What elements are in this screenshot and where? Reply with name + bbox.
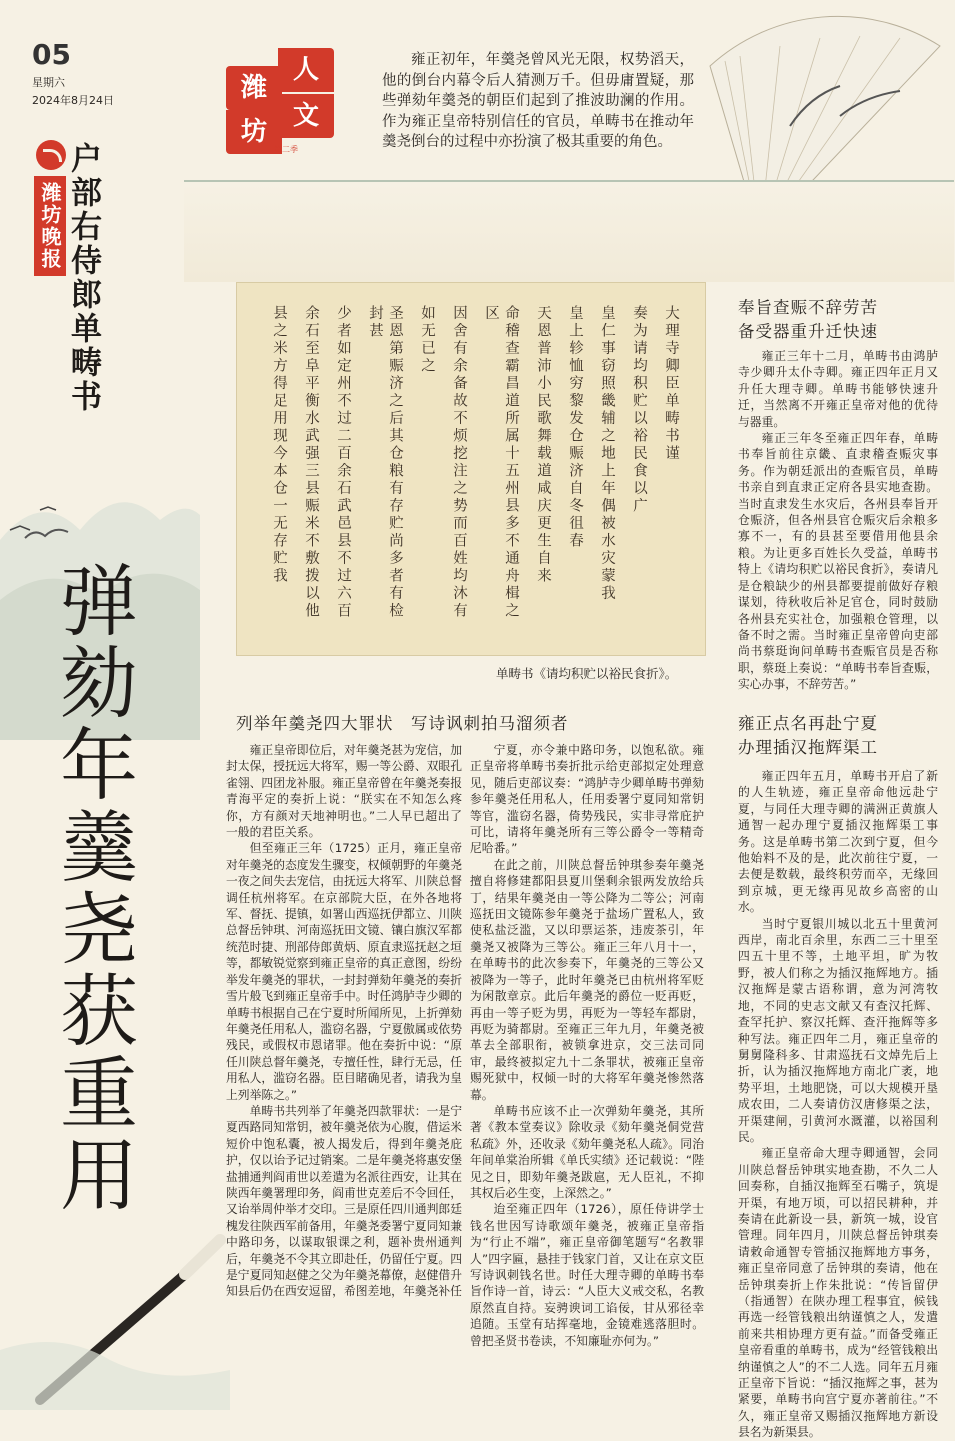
- manuscript-column: 奏为请均积贮以裕民食以广: [631, 305, 647, 515]
- badge-season: 第二季: [274, 145, 298, 154]
- paragraph: 单畴书共列举了年羹尧四款罪状：一是宁夏西路同知常钥，被年羹尧依为心腹，借运米短价中饱私囊，被人揭发后，得到年羹尧庇护，仅以诒予记过销案。二是年羹尧将惠安堡盐捕通判阎甫世以差遣为名派往西安，让其在陕西年羹署理印务，阎甫世克差后不令回任，又诒举周仲举才交印。三是原任四川通判郎廷槐发往陕西军前备用，年羹尧委署宁夏同知兼中路印务，以谋取银课之利，题补贵州通判后，年羹尧不令其立即赴任，仍留任宁夏。四是宁夏同知赵健之父为年羹尧幕僚，赵健借升知县后仍在西安逗留，希图差地，年羹尧补任: [226, 1103, 462, 1299]
- bird-icon: [20, 520, 80, 550]
- section-badge: [226, 48, 346, 154]
- image-caption: 单畴书《请均积贮以裕民食折》。: [496, 666, 678, 681]
- intro-paragraph: 雍正初年，年羹尧曾风光无限，权势滔天，他的倒台内幕令后人猜测万千。但毋庸置疑，那些弹劾年羹尧的朝臣们起到了推波助澜的作用。作为雍正皇帝特别信任的官员，单畴书在推动年羹尧倒台的过程中亦扮演了极其重要的角色。: [382, 52, 694, 150]
- article-column-1: [226, 742, 462, 1300]
- article-column-4: [738, 768, 938, 1441]
- paragraph: 雍正三年冬至雍正四年春，单畴书奉旨前往京畿、直隶稽查赈灾事务。作为朝廷派出的查赈官员，单畴书亲自到直隶正定府各县实地查勘。当时直隶发生水灾后，各州县奉旨开仓赈济，但各州县官仓赈灾后余粮多寡不一，有的县甚至要借用他县余粮。为让更多百姓长久受益，单畴书特上《请均积贮以裕民食折》，奏请凡是仓粮缺少的州县都要提前做好存粮谋划，待秋收后补足官仓，同时鼓励各州县充实社仓，加强粮仓管理，以备不时之需。当时雍正皇帝曾向吏部尚书蔡珽询问单畴书查赈官员是否称职，蔡珽上奏说：“单畴书奉旨查赈，实心办事，不辞劳苦。”: [738, 431, 938, 692]
- article-column-2: [470, 742, 704, 1349]
- paragraph: 当时宁夏银川城以北五十里黄河西岸，南北百余里，东西二三十里至四五十里不等，土地平坦，旷为牧野，被人们称之为插汉拖辉地方。插汉拖辉是蒙古语称谓，意为河湾牧地，不同的史志文献又有查汉托辉、查罕托护、察汉托辉、查汗拖辉等多种写法。雍正四年二月，雍正皇帝的舅舅隆科多、甘肃巡抚石文焯先后上折，认为插汉拖辉地方南北广袤，地势平坦，土地肥饶，可以大规模开垦成农田，二人奏请仿汉唐修渠之法，开渠建闸，引黄河水溉灌，以裕国利民。: [738, 916, 938, 1144]
- manuscript-column: 圣恩第赈济之后其仓粮有存贮尚多者有检封甚: [367, 305, 403, 620]
- paragraph: 雍正皇帝命大理寺卿通智，会同川陕总督岳钟琪实地查勘，不久二人回奏称，自插汉拖辉至石嘴子，筑堤开渠，有地万顷，可以招民耕种，并奏请在此新设一县，新筑一城，设官管理。同年四月，川陕总督岳钟琪奏请敕命通智专管插汉拖辉地方事务，雍正皇帝同意了岳钟琪的奏请，他在岳钟琪奏折上作朱批说：“传旨留伊（指通智）在陕办理工程事宜，候钱再选一经管钱粮出纳谨慎之人，发遣前来共相协理方更有益。”而备受雍正皇帝看重的单畴书，成为“经管钱粮出纳谨慎之人”的不二人选。同年五月雍正皇帝下旨说：“插汉拖辉之事，甚为紧要，单畴书向宫宁夏亦著前往。”不久，雍正皇帝又赐插汉拖辉地方新设县名为新渠县。: [738, 1146, 938, 1440]
- subheading-line: 雍正点名再赴宁夏: [738, 714, 878, 733]
- manuscript-column: 大理寺卿臣单畴书谨: [663, 305, 679, 463]
- article-subheading: 列举年羹尧四大罪状 写诗讽刺拍马溜须者: [236, 714, 569, 733]
- subheading-line: 备受器重升迁快速: [738, 322, 878, 341]
- manuscript-column: 皇仁事窃照畿辅之地上年偶被水灾蒙我: [599, 305, 615, 603]
- paragraph: 雍正三年十二月，单畴书由鸿胪寺少卿升太仆寺卿。雍正四年正月又升任大理寺卿。单畴书能够快速升迁，当然离不开雍正皇帝对他的优待与器重。: [738, 349, 938, 429]
- manuscript-column: 因舍有余备故不烦挖注之势而百姓均沐有: [451, 305, 467, 620]
- manuscript-column: 皇上轸恤穷黎发仓赈济自冬徂春: [567, 305, 583, 550]
- paragraph: 雍正四年五月，单畴书开启了新的人生轨迹，雍正皇帝命他远赴宁夏，与同任大理寺卿的满洲正黄旗人通智一起办理宁夏插汉拖辉渠工事务。这是单畴书第二次到宁夏，但今他始料不及的是，此次前往宁夏，一去便是数载，最终积劳而卒，无缘回到京城，更无缘再见故乡高密的山水。: [738, 769, 938, 915]
- badge-char-4: 文: [278, 94, 334, 138]
- paragraph: 雍正皇帝即位后，对年羹尧甚为宠信，加封太保，授抚远大将军，赐一等公爵、双眼孔雀翎、四团龙补服。雍正皇帝曾在年羹尧奏报青海平定的奏折上说：“朕实在不知怎么疼你，方有颜对天地神明也。”二人早已超出了一般的君臣关系。: [226, 743, 462, 840]
- manuscript-column: 命稽查霸昌道所属十五州县多不通舟楫之区: [483, 305, 519, 620]
- manuscript-column: 县之米方得足用现今本仓一无存贮我: [271, 305, 287, 585]
- paragraph: 在此之前，川陕总督岳钟琪参奏年羹尧擅自将修建都阳县夏川堡剩余银两发放给兵丁，结果年羹尧由一等公降为二等公；河南巡抚田文镜陈参年羹尧于盐场广置私人，致使私盐泛滥，又以印票运茶，违废茶引，年羹尧又被降为三等公。雍正三年八月十一，在单畴书的此次参奏下，年羹尧的三等公又被降为一等子，此时年羹尧已由杭州将军贬为闲散章京。此后年羹尧的爵位一贬再贬，再由一等子贬为男，再贬为一等轻车都尉，再贬为骑都尉。至雍正三年九月，年羹尧被革去全部职衔，被锁拿进京，交三法司同审，最终被拟定九十二条罪状，被雍正皇帝赐死狱中，权倾一时的大将军年羹尧惨然落幕。: [470, 857, 704, 1102]
- weekday: 星期六: [32, 76, 65, 89]
- article-column-3: [738, 348, 938, 693]
- column-title: 户部右侍郎单畴书: [65, 142, 101, 414]
- subheading-line: 奉旨查赈不辞劳苦: [738, 298, 878, 317]
- manuscript-image: [236, 282, 706, 656]
- main-headline: 弹劾年羹尧获重用: [47, 560, 137, 1216]
- badge-char-1: 潍: [226, 66, 282, 110]
- manuscript-column: 余石至阜平衡水武强三县赈米不敷拨以他: [303, 305, 319, 620]
- right-subheading-2: [738, 712, 878, 760]
- paragraph: 但至雍正三年（1725）正月，雍正皇帝对年羹尧的态度发生骤变，权倾朝野的年羹尧一夜之间失去宠信，由抚远大将军、川陕总督调任杭州将军。在京部院大臣，在外各地将军、督抚、提镇，如署山西巡抚伊都立、川陕总督岳钟琪、河南巡抚田文镜、镶白旗汉军都统范时捷、刑部侍郎黄炳、原直隶巡抚赵之垣等，都敏锐觉察到雍正皇帝的真正意图，纷纷举发年羹尧的罪状，一封封弹劾年羹尧的奏折雪片般飞到雍正皇帝手中。时任鸿胪寺少卿的单畴书根据自己在宁夏时所闻所见，上折弹劾年羹尧任用私人，滥窃名器，宁夏傲属或依势残民，或假权市恩诸罪。他在奏折中说：“原任川陕总督年羹尧，专擅任性，肆行无忌，任用私人，滥窃名器。臣目睹确见者，请我为皇上列举陈之。”: [226, 841, 462, 1102]
- newspaper-name: 潍坊晚报: [34, 176, 66, 276]
- badge-char-2: 人: [278, 48, 334, 92]
- paragraph: 宁夏，亦令兼中路印务，以饱私欲。雍正皇帝将单畴书奏折批示给吏部拟定处理意见，随后吏部议奏：“鸿胪寺少卿单畴书弹劾参年羹尧任用私人，任用委署宁夏同知常钥等官，滥窃名器，倚势残民，实非寻常庇护可比，请将年羹尧所有三等公爵令一等精奇尼哈番。”: [470, 743, 704, 856]
- issue-date: 2024年8月24日: [32, 94, 114, 107]
- badge-char-3: 坊: [226, 110, 282, 154]
- page-number: 05: [32, 38, 71, 71]
- header-band: [184, 180, 954, 282]
- manuscript-column: 天恩普沛小民歌舞载道咸庆更生自来: [535, 305, 551, 585]
- manuscript-columns: [269, 305, 681, 635]
- manuscript-column: 少者如定州不过二百余石武邑县不过六百: [335, 305, 351, 620]
- paragraph: 迨至雍正四年（1726），原任侍讲学士钱名世因写诗歌颂年羹尧，被雍正皇帝指为“行止不端”，雍正皇帝御笔题写“名教罪人”四字匾，悬挂于钱家门首，又让在京文臣写诗讽刺钱名世。时任大理寺卿的单畴书奉旨作诗一首，诗云：“人臣大义戒交私，名教原然直自持。妄骋谀词工谄佞，甘从邪径幸追随。玉堂有玷挥毫地，金镜难逃落胆时。曾把圣贤书卷读，不知廉耻亦何为。”: [470, 1202, 704, 1348]
- calligraphy-brush-illustration: [0, 1200, 230, 1410]
- manuscript-column: 如无已之: [419, 305, 435, 375]
- subheading-line: 办理插汉拖辉渠工: [738, 738, 878, 757]
- right-subheading-1: [738, 296, 878, 344]
- paragraph: 单畴书应该不止一次弹劾年羹尧，其所著《教本堂奏议》除收录《劾年羹尧侗党营私疏》外，还收录《劾年羹尧私人疏》。同治年间单棠治所辑《单氏实绩》还记载说：“陛见之日，即劾年羹尧跋扈，无人臣礼，不抑其权后必生变，上深然之。”: [470, 1103, 704, 1200]
